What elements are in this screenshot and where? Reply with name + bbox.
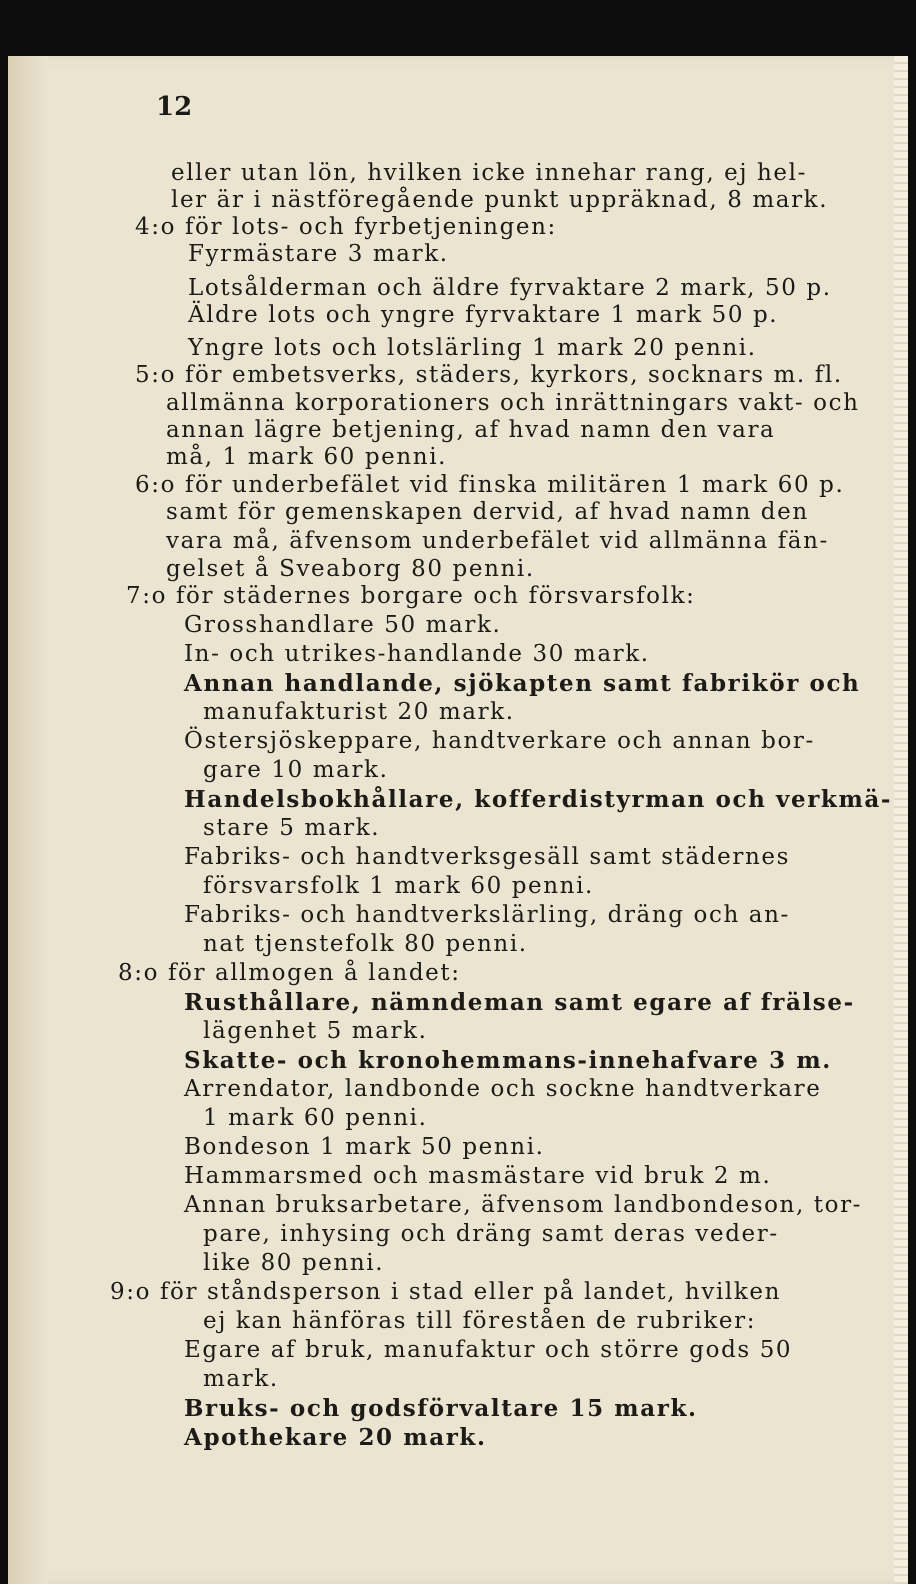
text-line: In- och utrikes-handlande 30 mark. xyxy=(184,641,650,667)
text-line: ler är i nästföregående punkt uppräknad, 8 mark. xyxy=(171,187,829,213)
text-line: mark. xyxy=(203,1366,279,1392)
text-line: Arrendator, landbonde och sockne handtverkare xyxy=(184,1076,822,1102)
text-line: Yngre lots och lotslärling 1 mark 20 penni. xyxy=(188,335,757,361)
text-line: manufakturist 20 mark. xyxy=(203,699,515,725)
text-line: försvarsfolk 1 mark 60 penni. xyxy=(203,873,594,899)
text-line: samt för gemenskapen dervid, af hvad namn den xyxy=(166,499,809,525)
text-line: Grosshandlare 50 mark. xyxy=(184,612,502,638)
section-heading: 4:o för lots- och fyrbetjeningen: xyxy=(135,214,557,240)
text-line: gare 10 mark. xyxy=(203,757,389,783)
page-gutter-shadow xyxy=(8,56,48,1584)
section-heading: 5:o för embetsverks, städers, kyrkors, socknars m. fl. xyxy=(135,362,843,388)
text-line: Fyrmästare 3 mark. xyxy=(188,241,449,267)
page-number: 12 xyxy=(156,92,193,122)
text-line: like 80 penni. xyxy=(203,1250,385,1276)
text-line: lägenhet 5 mark. xyxy=(203,1018,428,1044)
text-line: må, 1 mark 60 penni. xyxy=(166,444,448,470)
text-line: Rusthållare, nämndeman samt egare af frälse- xyxy=(184,989,855,1016)
text-line: Hammarsmed och masmästare vid bruk 2 m. xyxy=(184,1163,772,1189)
text-line: Skatte- och kronohemmans-innehafvare 3 m. xyxy=(184,1047,832,1074)
text-line: stare 5 mark. xyxy=(203,815,381,841)
book-page xyxy=(8,56,908,1584)
text-line: Fabriks- och handtverkslärling, dräng och an- xyxy=(184,902,790,928)
section-heading: 7:o för städernes borgare och försvarsfolk: xyxy=(126,583,696,609)
text-line: Annan bruksarbetare, äfvensom landbondeson, tor- xyxy=(184,1192,863,1218)
text-line: Handelsbokhållare, kofferdistyrman och verkmä- xyxy=(184,786,893,813)
text-line: Östersjöskeppare, handtverkare och annan bor- xyxy=(184,728,815,754)
text-line: Annan handlande, sjökapten samt fabrikör och xyxy=(184,670,861,697)
text-line: nat tjenstefolk 80 penni. xyxy=(203,931,528,957)
text-line: eller utan lön, hvilken icke innehar rang, ej hel- xyxy=(171,160,807,186)
text-line: gelset å Sveaborg 80 penni. xyxy=(166,556,535,582)
text-line: annan lägre betjening, af hvad namn den vara xyxy=(166,417,776,443)
text-line: Egare af bruk, manufaktur och större gods 50 xyxy=(184,1337,793,1363)
section-heading: 6:o för underbefälet vid finska militären 1 mark 60 p. xyxy=(135,472,845,498)
text-line: allmänna korporationers och inrättningars vakt- och xyxy=(166,390,860,416)
text-line: Fabriks- och handtverksgesäll samt städernes xyxy=(184,844,790,870)
section-heading: 9:o för ståndsperson i stad eller på landet, hvilken xyxy=(110,1279,782,1305)
text-line: vara må, äfvensom underbefälet vid allmänna fän- xyxy=(166,528,829,554)
text-line: Äldre lots och yngre fyrvaktare 1 mark 50 p. xyxy=(188,302,779,328)
text-line: Bruks- och godsförvaltare 15 mark. xyxy=(184,1395,698,1422)
text-line: Bondeson 1 mark 50 penni. xyxy=(184,1134,545,1160)
text-line: Apothekare 20 mark. xyxy=(184,1424,487,1451)
page-edge-stack xyxy=(894,56,908,1584)
text-line: Lotsålderman och äldre fyrvaktare 2 mark, 50 p. xyxy=(188,275,832,301)
text-line: 1 mark 60 penni. xyxy=(203,1105,428,1131)
text-line: pare, inhysing och dräng samt deras veder- xyxy=(203,1221,779,1247)
text-line: ej kan hänföras till föreståen de rubriker: xyxy=(203,1308,757,1334)
section-heading: 8:o för allmogen å landet: xyxy=(118,960,461,986)
